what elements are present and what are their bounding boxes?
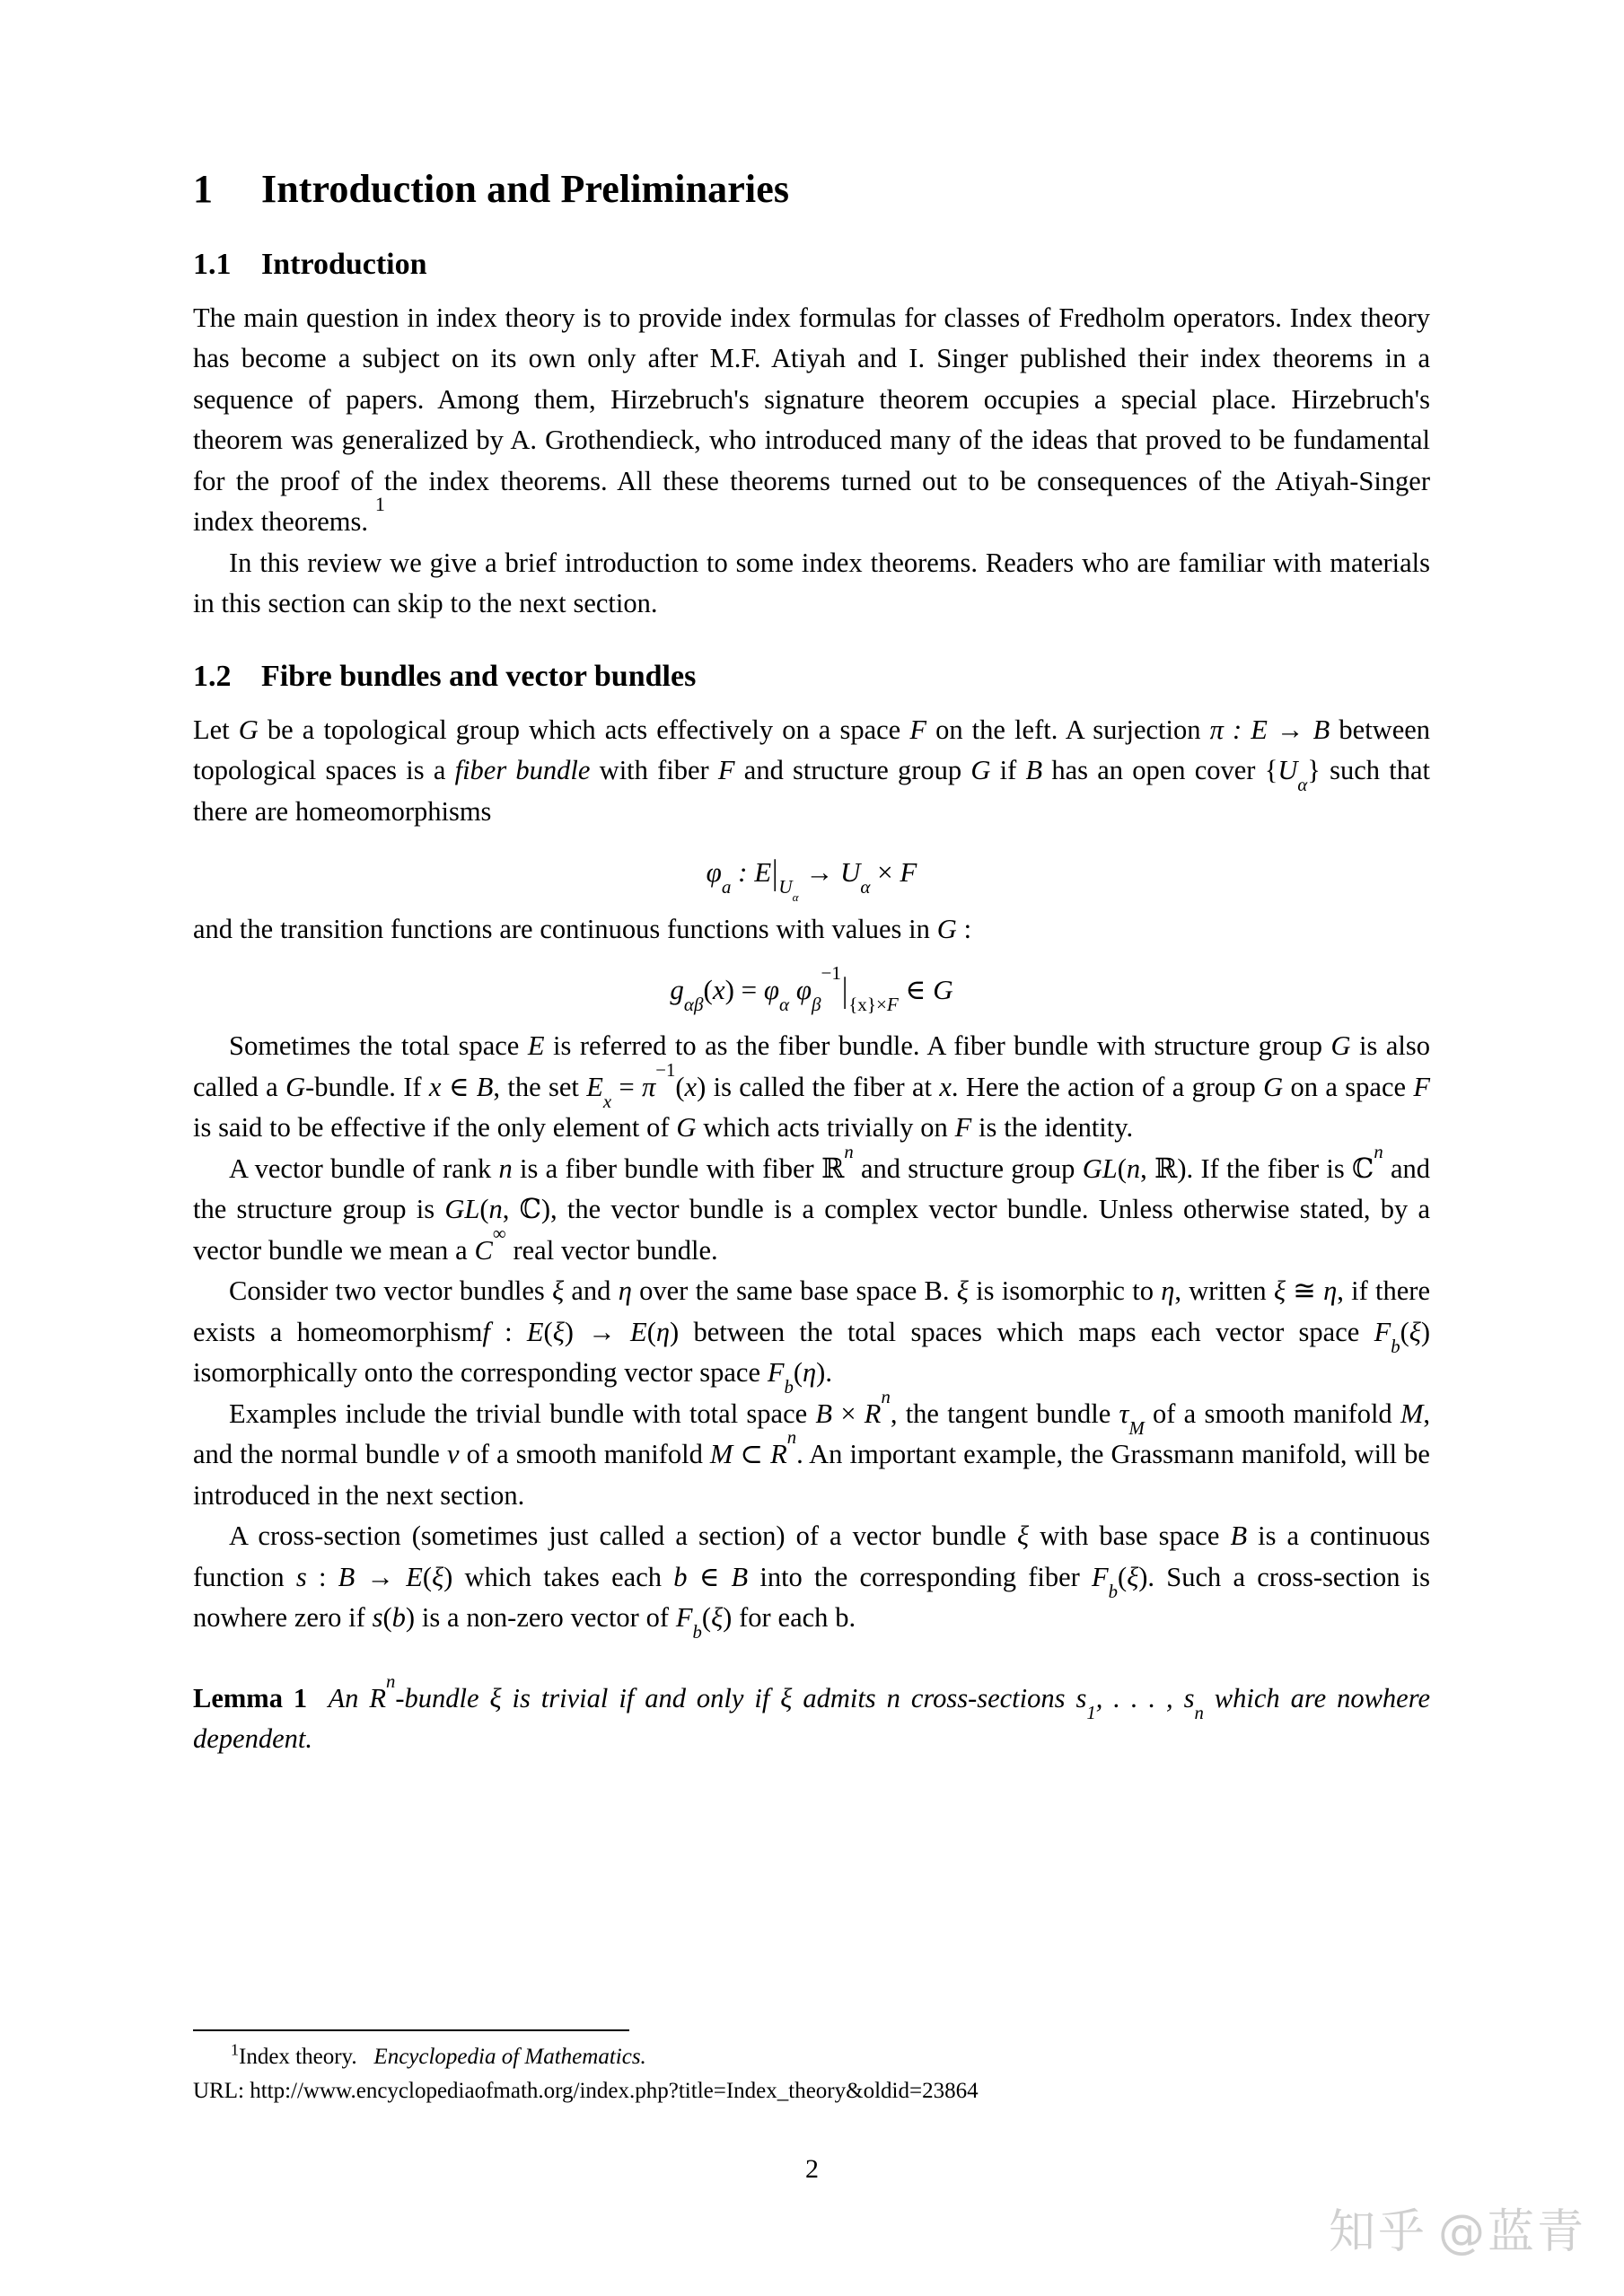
- paragraph-isomorphic-bundles: Consider two vector bundles ξ and η over the same base space B. ξ is isomorphic to η, written ξ ≅ η, if there exists a homeomorphismf : E(ξ) → E(η) between the total spaces which maps each vector space $F_b(\xi)$ isomorphically onto the corresponding vector space $F_b(\eta)$.: [193, 1275, 1431, 1398]
- sym-alpha-1: α: [1297, 776, 1308, 796]
- equation-phi-content: $\varphi_a$ : $E|_{U_\alpha} \to U_\alpha \times F$: [706, 852, 917, 905]
- subsection-heading-1-2: [193, 659, 1430, 694]
- sym-E-2: E: [754, 856, 772, 889]
- sym-to-2: →: [805, 856, 834, 889]
- sym-U-1: U: [1277, 755, 1298, 786]
- equation-transition-function: [193, 961, 1430, 1016]
- formula-open-cover: $\{U_\alpha\}$: [1264, 755, 1321, 796]
- lemma-label: Lemma 1: [193, 1682, 308, 1713]
- txt-p1c: on the left. A surjection: [926, 714, 1210, 745]
- sym-alpha-5: α: [779, 994, 790, 1016]
- txt-p1h: has an open cover: [1042, 755, 1265, 786]
- sym-phi-3: φ: [795, 974, 812, 1006]
- subsection-title-text: Introduction: [261, 247, 427, 281]
- txt-p1i: such that there are homeomorphisms: [193, 755, 1430, 827]
- sym-times-2: ×: [875, 994, 887, 1016]
- sym-F-4: F: [886, 994, 899, 1016]
- footnote-title: Index theory.: [239, 2045, 357, 2069]
- equation-phi-trivialization: [193, 852, 1430, 905]
- sym-F-1: F: [909, 714, 926, 745]
- sym-in-1: ∈: [905, 974, 926, 1006]
- section-number: 1: [193, 167, 214, 211]
- paragraph-cross-section: A cross-section (sometimes just called a section) of a vector bundle ξ with base space B is a continuous function s : B → E(ξ) which takes each b ∈ B into the corresponding fiber $F_b(\xi)$. Such a cross-section is nowhere zero if s(b) is a non-zero vector of $F_b(\xi)$ for each b.: [193, 1520, 1431, 1643]
- paragraph-intro-1-text: The main question in index theory is to provide index formulas for classes of Fredholm operators. Index theory has become a subject on its own only after M.F. Atiyah and I. Singer published their index theorems in a sequence of papers. Among them, Hirzebruch's signature theorem occupies a special place. Hirzebruch's theorem was generalized by A. Grothendieck, who introduced many of the ideas that proved to be fundamental for the proof of the index theorems. All these theorems turned out to be consequences of the Atiyah-Singer index theorems.: [193, 302, 1430, 538]
- footnote-url-label: URL:: [193, 2079, 244, 2103]
- sym-alpha-3: α: [860, 876, 871, 898]
- footnote-url[interactable]: http://www.encyclopediaofmath.org/index.php?title=Index_theory&oldid=23864: [250, 2079, 979, 2103]
- footnote-separator-rule: [193, 2029, 629, 2031]
- sym-G-4: G: [933, 974, 953, 1006]
- sym-phi-1: φ: [706, 856, 722, 889]
- sym-g-1: g: [670, 974, 684, 1006]
- paragraph-vector-bundle-rank: A vector bundle of rank n is a fiber bundle with fiber ℝ$^n$ and structure group GL(n, ℝ). If the fiber is ℂ$^n$ and the structure group is GL(n, ℂ), the vector bundle is a complex vector bundle. Unless otherwise stated, by a vector bundle we mean a C∞ real vector bundle.: [193, 1142, 1430, 1266]
- txt-p1f: and structure group: [734, 755, 971, 786]
- sym-beta-1: β: [693, 994, 704, 1016]
- watermark-logo: 知乎: [1328, 2205, 1427, 2259]
- watermark-handle: @蓝青: [1437, 2205, 1586, 2259]
- section-title-text: Introduction and Preliminaries: [261, 167, 790, 211]
- footnote-reference[interactable]: 1: [374, 492, 385, 515]
- txt-p1a: Let: [193, 714, 239, 745]
- sym-to-1: →: [1277, 714, 1304, 745]
- sym-G-3: G: [936, 913, 957, 944]
- txt-fiber-bundle: fiber bundle: [454, 755, 591, 786]
- txt-transition: and the transition functions are continuous functions with values in: [193, 913, 937, 944]
- sym-F-2: F: [717, 755, 735, 786]
- sym-F-3: F: [900, 856, 917, 889]
- subsection-title-text-2: Fibre bundles and vector bundles: [261, 659, 697, 693]
- paragraph-intro-1: [193, 298, 1430, 543]
- paragraph-total-space: Sometimes the total space E is referred to as the fiber bundle. A fiber bundle with structure group G is also called a G-bundle. If x ∈ B, the set $E_x = \pi^{-1}(x)$ is called the fiber at x. Here the action of a group G on a space F is said to be effective if the only element of G which acts trivially on F is the identity.: [193, 1030, 1431, 1144]
- sym-alpha-2: α: [792, 890, 799, 905]
- formula-pi-E-B: π : E → B: [1209, 714, 1330, 745]
- footnote-entry-1: [193, 2040, 1430, 2074]
- paragraph-intro-2: In this review we give a brief introduction to some index theorems. Readers who are familiar with materials in this section can skip to the next section.: [193, 547, 1430, 619]
- sym-B-2: B: [1025, 755, 1043, 786]
- sym-G-2: G: [970, 755, 991, 786]
- txt-p1e: with fiber: [590, 755, 718, 786]
- footnote-number: 1: [231, 2040, 239, 2059]
- sym-alpha-4: α: [683, 994, 694, 1016]
- page-title: [193, 167, 1430, 213]
- footnote-block: [193, 2029, 1430, 2108]
- paragraph-fibre-def: [193, 710, 1430, 833]
- sym-E-1: E: [1251, 714, 1268, 745]
- page-number: 2: [805, 2154, 819, 2184]
- sym-B-1: B: [1312, 714, 1330, 745]
- txt-p1d: between topological spaces is a: [193, 714, 1431, 786]
- footnote-url-line: [193, 2074, 1430, 2108]
- sym-pi-1: π: [1209, 714, 1224, 745]
- watermark: [1329, 2194, 1590, 2261]
- sym-phi-2: φ: [763, 974, 780, 1006]
- sym-U-3: U: [839, 856, 861, 889]
- txt-p1b: be a topological group which acts effectively on a space: [258, 714, 910, 745]
- footnote-source: Encyclopedia of Mathematics.: [373, 2045, 646, 2069]
- paragraph-transition-line: [193, 909, 1430, 951]
- term-fiber-bundle: [455, 755, 591, 785]
- subsection-heading-1-1: [193, 247, 1430, 282]
- equation-transition-content: $g_{\alpha\beta}(x) = \varphi_\alpha$ $\varphi_\beta^{-1}|_{\{x\}\times F}$ ∈ G: [670, 961, 953, 1016]
- lemma-1: Lemma 1 An $R^n$-bundle ξ is trivial if and only if ξ admits n cross-sections $s_1$, . . . , $s_n$ which are nowhere dependent.: [193, 1671, 1430, 1755]
- paragraph-examples: Examples include the trivial bundle with total space $B \times R^n$, the tangent bundle $\tau_M$ of a smooth manifold M, and the normal bundle ν of a smooth manifold M ⊂ $R^n$. An important example, the Grassmann manifold, will be introduced in the next section.: [193, 1387, 1430, 1511]
- page-text-column: [193, 167, 1430, 1760]
- subsection-number-2: 1.2: [193, 659, 232, 693]
- sym-times-1: ×: [877, 856, 893, 889]
- subsection-number: 1.1: [193, 247, 232, 281]
- sym-U-2: U: [778, 876, 793, 898]
- sym-beta-2: β: [812, 994, 821, 1016]
- txt-transition-colon: :: [956, 913, 972, 944]
- txt-p1g: if: [990, 755, 1026, 786]
- sym-G-1: G: [238, 714, 259, 745]
